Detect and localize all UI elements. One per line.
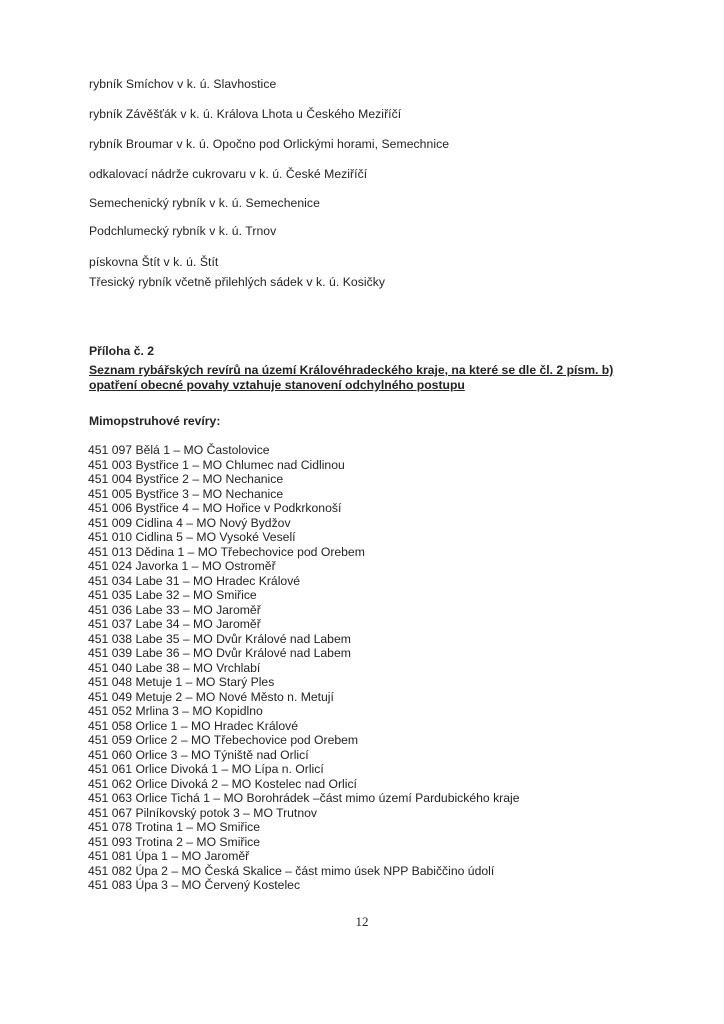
pond-item: odkalovací nádrže cukrovaru v k. ú. České Meziříčí	[89, 167, 368, 181]
revir-item: 451 061 Orlice Divoká 1 – MO Lípa n. Orlicí	[88, 762, 324, 776]
revir-item: 451 040 Labe 38 – MO Vrchlabí	[88, 660, 261, 675]
revir-item: 451 067 Pilníkovský potok 3 – MO Trutnov	[88, 805, 317, 820]
revir-item: 451 036 Labe 33 – MO Jaroměř	[88, 602, 261, 617]
revir-item: 451 082 Úpa 2 – MO Česká Skalice – část mimo úsek NPP Babiččino údolí	[88, 863, 495, 878]
revir-item: 451 059 Orlice 2 – MO Třebechovice pod Orebem	[88, 733, 359, 747]
pond-item: rybník Smíchov v k. ú. Slavhostice	[89, 77, 277, 91]
revir-item: 451 037 Labe 34 – MO Jaroměř	[88, 617, 261, 631]
revir-list	[88, 443, 520, 893]
revir-item: 451 060 Orlice 3 – MO Týniště nad Orlicí	[88, 747, 309, 762]
revir-item: 451 024 Javorka 1 – MO Ostroměř	[88, 559, 276, 573]
pond-item: Semechenický rybník v k. ú. Semechenice	[89, 196, 320, 210]
pond-item: pískovna Štít v k. ú. Štít	[89, 255, 219, 269]
revir-item: 451 034 Labe 31 – MO Hradec Králové	[88, 573, 301, 588]
revir-item: 451 052 Mrlina 3 – MO Kopidlno	[88, 704, 263, 718]
revir-item: 451 063 Orlice Tichá 1 – MO Borohrádek –část mimo území Pardubického kraje	[88, 791, 520, 805]
annex-title: Příloha č. 2	[89, 344, 155, 358]
revir-item: 451 004 Bystřice 2 – MO Nechanice	[88, 472, 284, 486]
revir-item: 451 048 Metuje 1 – MO Starý Ples	[88, 675, 275, 689]
revir-item: 451 010 Cidlina 5 – MO Vysoké Veselí	[88, 530, 296, 544]
revir-item: 451 062 Orlice Divoká 2 – MO Kostelec nad Orlicí	[88, 776, 357, 791]
pond-item: rybník Závěšťák v k. ú. Králova Lhota u Českého Meziříčí	[89, 107, 402, 121]
revir-item: 451 078 Trotina 1 – MO Smiřice	[88, 820, 261, 834]
revir-item: 451 058 Orlice 1 – MO Hradec Králové	[88, 718, 298, 733]
page-number: 12	[355, 914, 369, 929]
annex-subtitle-line-2: opatření obecné povahy vztahuje stanovení odchylného postupu	[89, 378, 465, 392]
pond-item: Třesický rybník včetně přilehlých sádek v k. ú. Kosičky	[89, 275, 386, 289]
revir-item: 451 093 Trotina 2 – MO Smiřice	[88, 834, 261, 849]
annex-subtitle-line-1: Seznam rybářských revírů na území Královéhradeckého kraje, na které se dle čl. 2 písm. b)	[89, 363, 614, 377]
revir-item: 451 038 Labe 35 – MO Dvůr Králové nad Labem	[88, 631, 351, 646]
revir-item: 451 013 Dědina 1 – MO Třebechovice pod Orebem	[88, 544, 365, 559]
revir-item: 451 083 Úpa 3 – MO Červený Kostelec	[88, 878, 301, 892]
revir-item: 451 005 Bystřice 3 – MO Nechanice	[88, 486, 284, 501]
revir-item: 451 003 Bystřice 1 – MO Chlumec nad Cidlinou	[88, 457, 345, 472]
revir-item: 451 009 Cidlina 4 – MO Nový Bydžov	[88, 515, 291, 530]
section-heading: Mimopstruhové revíry:	[89, 414, 221, 428]
revir-item: 451 006 Bystřice 4 – MO Hořice v Podkrkonoší	[88, 501, 342, 515]
revir-item: 451 097 Bělá 1 – MO Častolovice	[88, 443, 270, 457]
pond-item: Podchlumecký rybník v k. ú. Trnov	[89, 224, 277, 238]
pond-item: rybník Broumar v k. ú. Opočno pod Orlickými horami, Semechnice	[89, 137, 450, 151]
revir-item: 451 039 Labe 36 – MO Dvůr Králové nad Labem	[88, 646, 351, 660]
revir-item: 451 081 Úpa 1 – MO Jaroměř	[88, 849, 250, 863]
revir-item: 451 035 Labe 32 – MO Smiřice	[88, 588, 257, 602]
revir-item: 451 049 Metuje 2 – MO Nové Město n. Metují	[88, 689, 334, 704]
